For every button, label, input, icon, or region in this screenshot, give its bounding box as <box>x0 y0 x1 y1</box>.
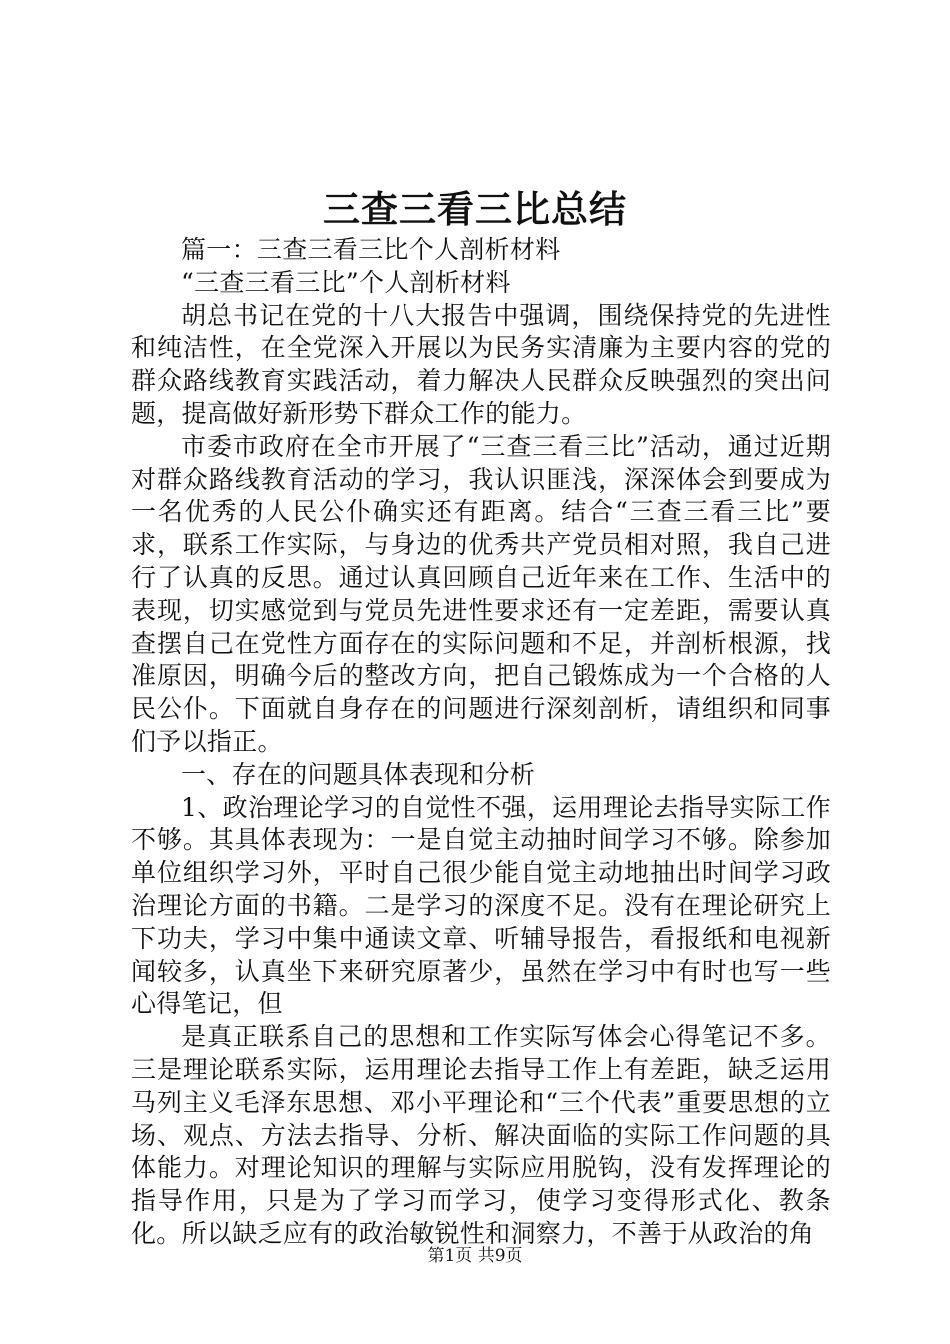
document-title: 三查三看三比总结 <box>323 187 627 231</box>
paragraph-intro: 胡总书记在党的十八大报告中强调，围绕保持党的先进性和纯洁性，在全党深入开展以为民务实清廉为主要内容的党的群众路线教育实践活动，着力解决人民群众反映强烈的突出问题，提高做好新形势下群众工作的能力。 <box>131 300 831 428</box>
paragraph-activity: 市委市政府在全市开展了“三查三看三比”活动，通过近期对群众路线教育活动的学习，我认识匪浅，深深体会到要成为一名优秀的人民公仆确实还有距离。结合“三查三看三比”要求，联系工作实际，与身边的优秀共产党员相对照，我自己进行了认真的反思。通过认真回顾自己近年来在工作、生活中的表现，切实感觉到与党员先进性要求还有一定差距，需要认真查摆自己在党性方面存在的实际问题和不足，并剖析根源，找准原因，明确今后的整改方向，把自己锻炼成为一个合格的人民公仆。下面就自身存在的问题进行深刻剖析，请组织和同事们予以指正。 <box>131 431 831 756</box>
paragraph-section-heading: 篇一：三查三看三比个人剖析材料 <box>181 235 561 264</box>
paragraph-problem-1: 1、政治理论学习的自觉性不强，运用理论去指导实际工作不够。其具体表现为：一是自觉主动抽时间学习不够。除参加单位组织学习外，平时自己很少能自觉主动地抽出时间学习政治理论方面的书籍。二是学习的深度不足。没有在理论研究上下功夫，学习中集中通读文章、听辅导报告，看报纸和电视新闻较多，认真坐下来研究原著少，虽然在学习中有时也写一些心得笔记，但 <box>131 792 831 1019</box>
paragraph-problems-heading: 一、存在的问题具体表现和分析 <box>181 759 536 789</box>
page-footer: 第1页 共9页 <box>427 1246 523 1266</box>
paragraph-problem-1-continued: 是真正联系自己的思想和工作实际写体会心得笔记不多。三是理论联系实际，运用理论去指导工作上有差距，缺乏运用马列主义毛泽东思想、邓小平理论和“三个代表”重要思想的立场、观点、方法去指导、分析、解决面临的实际工作问题的具体能力。对理论知识的理解与实际应用脱钩，没有发挥理论的指导作用，只是为了学习而学习，使学习变得形式化、教条化。所以缺乏应有的政治敏锐性和洞察力，不善于从政治的角 <box>131 1022 831 1248</box>
paragraph-subtitle: “三查三看三比”个人剖析材料 <box>181 267 511 297</box>
document-body <box>131 234 831 1251</box>
